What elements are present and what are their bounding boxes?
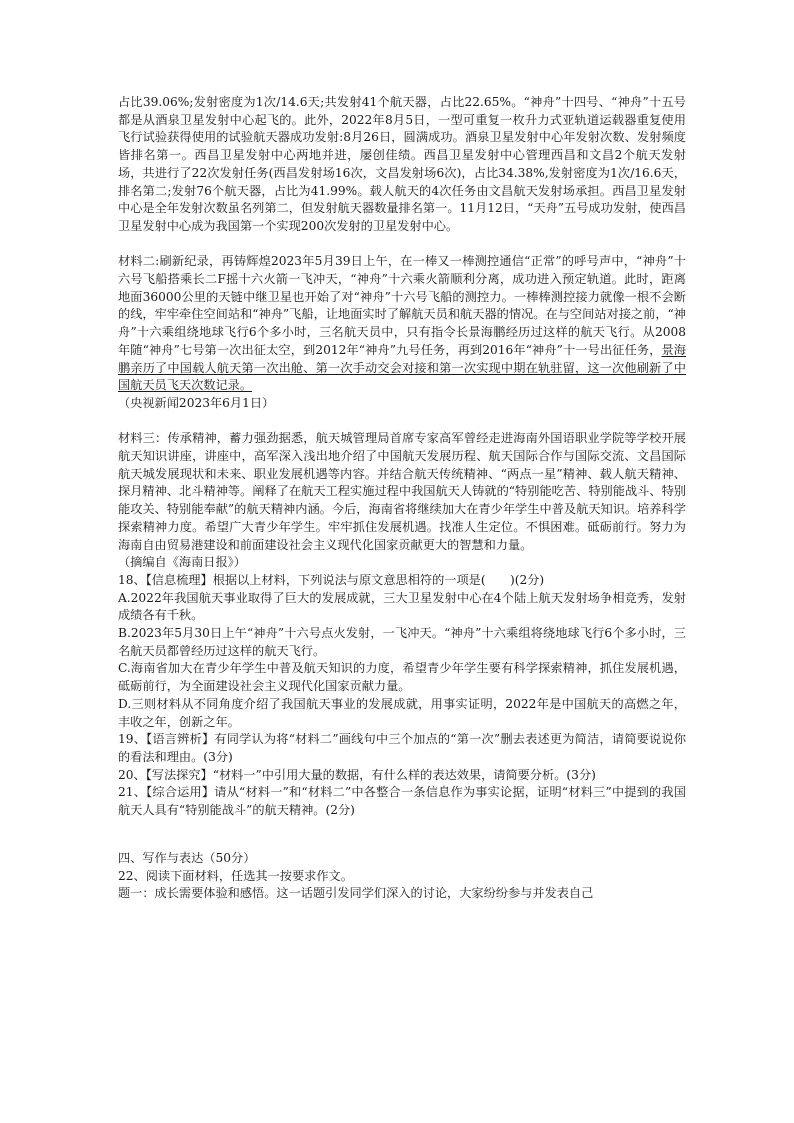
option-c: C.海南省加大在青少年学生中普及航天知识的力度，希望青少年学生要有科学探索精神，抓住发展机遇，砥砺前行，为全面建设社会主义现代化国家贡献力量。 <box>118 661 686 694</box>
material3-source: （摘编自《海南日报》） <box>118 555 246 570</box>
question-21: 21、【综合运用】请从“材料一”和“材料二”中各整合一条信息作为事实论据，证明“材料三”中提到的我国航天人具有“特别能战斗”的航天精神。(2分) <box>118 785 686 818</box>
material2-text: 材料二:刷新纪录，再铸辉煌2023年5月39日上午，在一棒又一棒测控通信“正常”的呼号声中，“神舟”十六号飞船搭乘长二F摇十六火箭一飞冲天，“神舟”十六乘火箭顺利分离，成功进入预定轨道。此时，距离地面36000公里的天链中继卫星也开始了对“神舟”十六号飞船的测控力。一棒棒测控接力就像一根不会断的线，牢牢牵住空间站和“神舟”飞船，让地面实时了解航天员和航天器的情况。在与空间站对接之前，“神舟”十六乘组绕地球飞行6个多小时，三名航天员中，只有指令长景海鹏经历过这样的航天飞行。从2008年随“神舟”七号第一次出征太空，到2012年“神舟”九号任务，再到2016年“神舟”十一号出征任务， <box>118 254 686 357</box>
question-18: 18、【信息梳理】根据以上材料，下列说法与原文意思相符的一项是( )(2分) <box>118 572 545 587</box>
spacer <box>118 236 686 254</box>
spacer <box>118 413 686 431</box>
option-b: B.2023年5月30日上午“神舟”十六号点火发射，一飞冲天。“神舟”十六乘组将绕地球飞行6个多小时，三名航天员都曾经历过这样的航天飞行。 <box>118 626 686 658</box>
material3-paragraph: 材料三：传承精神，蓄力强劲据悉，航天城管理局首席专家高军曾经走进海南外国语职业学院等学校开展航天知识讲座，讲座中，高军深入浅出地介绍了中国航天发展历程、航天国际合作与国际交流、文昌国际航天城发展现状和未来、职业发展机遇等内容。并结合航天传统精神、“两点一星”精神、载人航天精神、探月精神、北斗精神等。阐释了在航天工程实施过程中我国航天人铸就的“特别能吃苦、特别能战斗、特别能攻关、特别能奉献”的航天精神内涵。今后，海南省将继续加大在青少年学生中普及航天知识。培养科学探索精神力度。希望广大青少年学生。牢牢抓住发展机遇。找准人生定位。不惧困难。砥砺前行。努力为海南自由贸易港建设和前面建设社会主义现代化国家贡献更大的智慧和力量。 <box>118 431 686 552</box>
option-a: A.2022年我国航天事业取得了巨大的发展成就，三大卫星发射中心在4个陆上航天发射场争相竞秀，发射成绩各有千秋。 <box>118 590 686 623</box>
spacer <box>118 820 686 850</box>
question-22: 22、阅读下面材料，任选其一按要求作文。 <box>118 868 353 883</box>
question-19: 19、【语言辨析】有同学认为将“材料二”画线句中三个加点的“第一次”删去表述更为简洁，请简要说说你的看法和理由。(3分) <box>118 732 686 764</box>
material2-source: （央视新闻2023年6月1日） <box>118 395 275 410</box>
writing-topic-1: 题一：成长需要体验和感悟。这一话题引发同学们深入的讨论，大家纷纷参与并发表自己 <box>118 886 594 901</box>
question-20: 20、【写法探究】“材料一”中引用大量的数据，有什么样的表达效果，请简要分析。(3分) <box>118 767 596 782</box>
material1-tail: 占比39.06%;发射密度为1次/14.6天;共发射41个航天器，占比22.65%。“神舟”十四号、“神舟”十五号都是从酒泉卫星发射中心起飞的。此外，2022年8月5日，一型可重复一枚升力式亚轨道运载器重复使用飞行试验获得使用的试验航天器成功发射:8月26日，圆满成功。酒泉卫星发射中心年发射次数、发射频度皆排名第一。西昌卫星发射中心两地并进，屡创佳绩。西昌卫星发射中心管理西昌和文昌2个航天发射场，共进行了22次发射任务(西昌发射场16次，文昌发射场6次)，占比34.38%,发射密度为1次/16.6天，排名第二;发射76个航天器，占比为41.99%。载人航天的4次任务由文昌航天发射场承担。西昌卫星发射中心是全年发射次数虽名列第二，但发射航天器数量排名第一。11月12日，“天舟”五号成功发射，使西昌卫星发射中心成为我国第一个实现200次发射的卫星发射中心。 <box>118 95 686 233</box>
option-d: D.三则材料从不同角度介绍了我国航天事业的发展成就，用事实证明，2022年是中国航天的高燃之年，丰收之年，创新之年。 <box>118 696 686 729</box>
material2-paragraph <box>118 253 686 395</box>
document-page <box>118 94 686 903</box>
section4-title: 四、写作与表达（50分） <box>118 850 256 865</box>
material2-underlined-sentence: 景海鹏亲历了中国载人航天第一次出舱、第一次手动交会对接和第一次实现中期在轨驻留，这一次他刷新了中国航天员飞天次数记录。 <box>118 342 686 393</box>
